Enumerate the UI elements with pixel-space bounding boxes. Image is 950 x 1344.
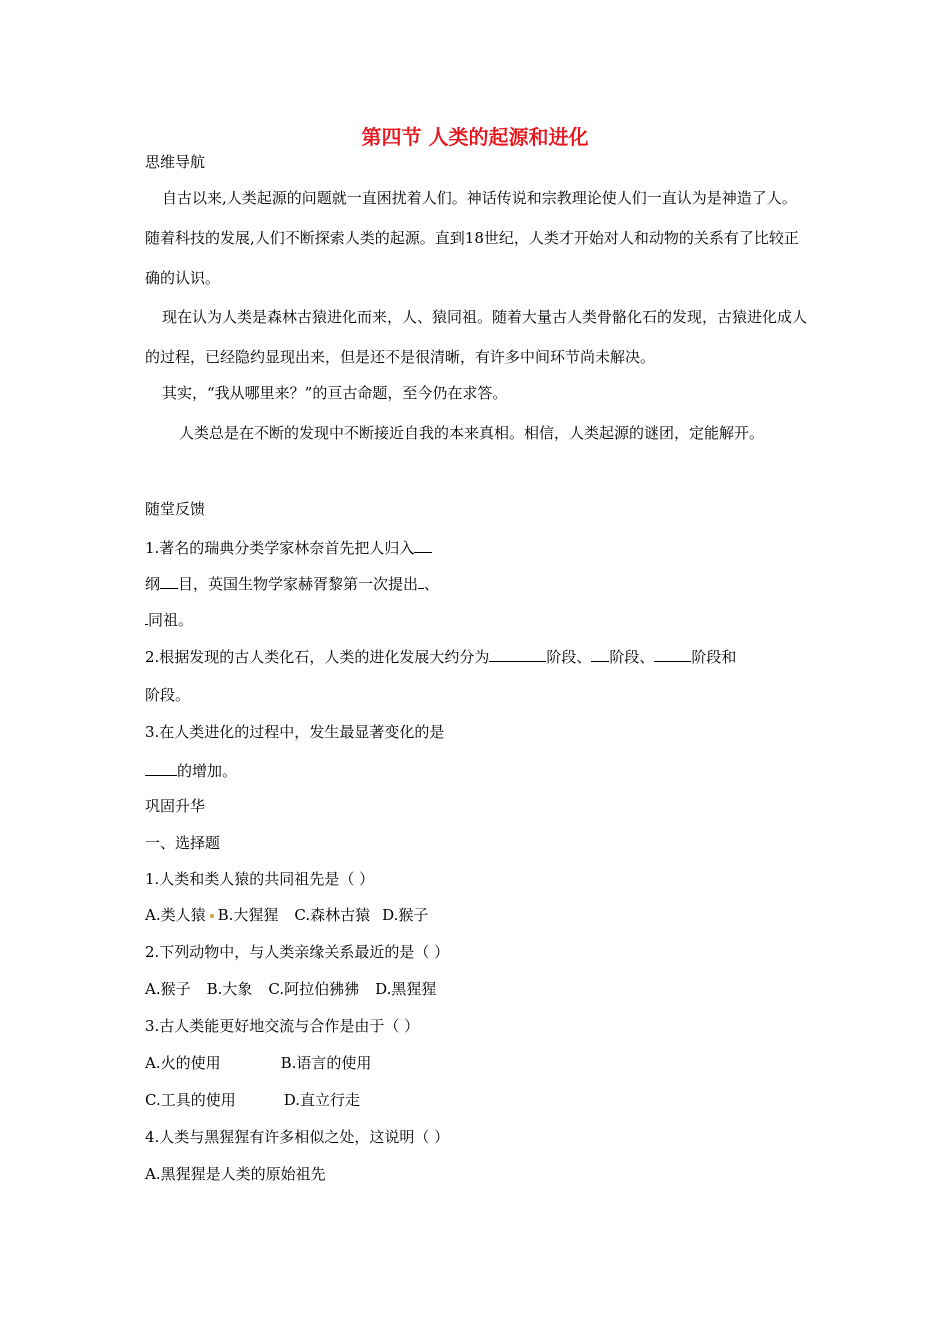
q2-stage-3: 阶段和	[691, 648, 737, 666]
option-c[interactable]: C.工具的使用	[145, 1091, 236, 1109]
q1-text-a: 1.著名的瑞典分类学家林奈首先把人归入	[145, 539, 415, 557]
feedback-question-1-line-3	[145, 608, 810, 630]
option-a[interactable]: A.火的使用	[145, 1054, 221, 1072]
section-heading-consolidate: 巩固升华	[145, 797, 206, 815]
q1-text-b2: 目，英国生物学家赫胥黎第一次提出	[178, 575, 419, 593]
feedback-question-2-line-2: 阶段。	[145, 686, 191, 704]
choice-question-4: 4.人类与黑猩猩有许多相似之处，这说明（ ）	[145, 1128, 450, 1146]
choice-question-3: 3.古人类能更好地交流与合作是由于（ ）	[145, 1017, 420, 1035]
decorative-dot	[210, 914, 214, 918]
q1-text-c: 同祖。	[148, 611, 194, 629]
feedback-question-3-line-1: 3.在人类进化的过程中，发生最显著变化的是	[145, 723, 445, 741]
option-b[interactable]: B.大象	[206, 980, 253, 998]
option-a[interactable]: A.类人猿	[145, 906, 206, 924]
section-heading-thinking-guide: 思维导航	[145, 153, 206, 171]
q2-blank-2[interactable]	[591, 645, 609, 662]
intro-paragraph-3: 其实，“我从哪里来？”的亘古命题，至今仍在求答。	[162, 384, 508, 402]
q2-blank-1[interactable]	[489, 645, 546, 662]
feedback-question-1-line-2	[145, 572, 810, 594]
option-c[interactable]: C.阿拉伯狒狒	[268, 980, 360, 998]
q2-stage-2: 阶段、	[609, 648, 655, 666]
q2-blank-3[interactable]	[654, 645, 691, 662]
q2-text-a: 2.根据发现的古人类化石，人类的进化发展大约分为	[145, 648, 490, 666]
choice-question-3-options-row-2	[145, 1090, 810, 1110]
q3-text-b: 的增加。	[177, 762, 238, 780]
option-b[interactable]: B.语言的使用	[280, 1054, 372, 1072]
q1-blank-1[interactable]	[414, 536, 432, 553]
choice-question-2: 2.下列动物中，与人类亲缘关系最近的是（ ）	[145, 943, 450, 961]
document-title: 第四节 人类的起源和进化	[361, 125, 589, 149]
choice-question-3-options-row-1	[145, 1053, 810, 1073]
choice-question-1-options	[145, 905, 810, 925]
subsection-heading-choice: 一、选择题	[145, 834, 221, 852]
intro-paragraph-2: 现在认为人类是森林古猿进化而来，人、猿同祖。随着大量古人类骨骼化石的发现，古猿进化成人的过程，已经隐约显现出来，但是还不是很清晰，有许多中间环节尚未解决。	[145, 308, 808, 366]
intro-paragraph-4: 人类总是在不断的发现中不断接近自我的本来真相。相信，人类起源的谜团，定能解开。	[179, 424, 765, 442]
feedback-question-3-line-2	[145, 759, 810, 781]
intro-paragraph-1: 自古以来,人类起源的问题就一直困扰着人们。神话传说和宗教理论使人们一直认为是神造了人。随着科技的发展,人们不断探索人类的起源。直到18世纪，人类才开始对人和动物的关系有了比较正确的认识。	[145, 189, 799, 287]
option-c[interactable]: C.森林古猿	[294, 906, 371, 924]
option-a[interactable]: A.猴子	[145, 980, 191, 998]
q2-stage-1: 阶段、	[546, 648, 592, 666]
q1-blank-2[interactable]	[160, 572, 178, 589]
choice-question-2-options	[145, 979, 810, 999]
choice-question-1: 1.人类和类人猿的共同祖先是（ ）	[145, 870, 375, 888]
q1-text-b1: 纲	[145, 575, 161, 593]
feedback-question-1-line-1	[145, 536, 810, 558]
section-heading-feedback: 随堂反馈	[145, 500, 206, 518]
option-d[interactable]: D.直立行走	[283, 1091, 360, 1109]
choice-question-4-options	[145, 1164, 810, 1184]
feedback-question-2-line-1	[145, 645, 810, 667]
option-a[interactable]: A.黑猩猩是人类的原始祖先	[145, 1165, 326, 1183]
q1-text-b3: 、	[424, 575, 440, 593]
option-d[interactable]: D.黑猩猩	[375, 980, 437, 998]
q3-blank-1[interactable]	[145, 759, 177, 776]
option-b[interactable]: B.大猩猩	[217, 906, 279, 924]
option-d[interactable]: D.猴子	[382, 906, 429, 924]
